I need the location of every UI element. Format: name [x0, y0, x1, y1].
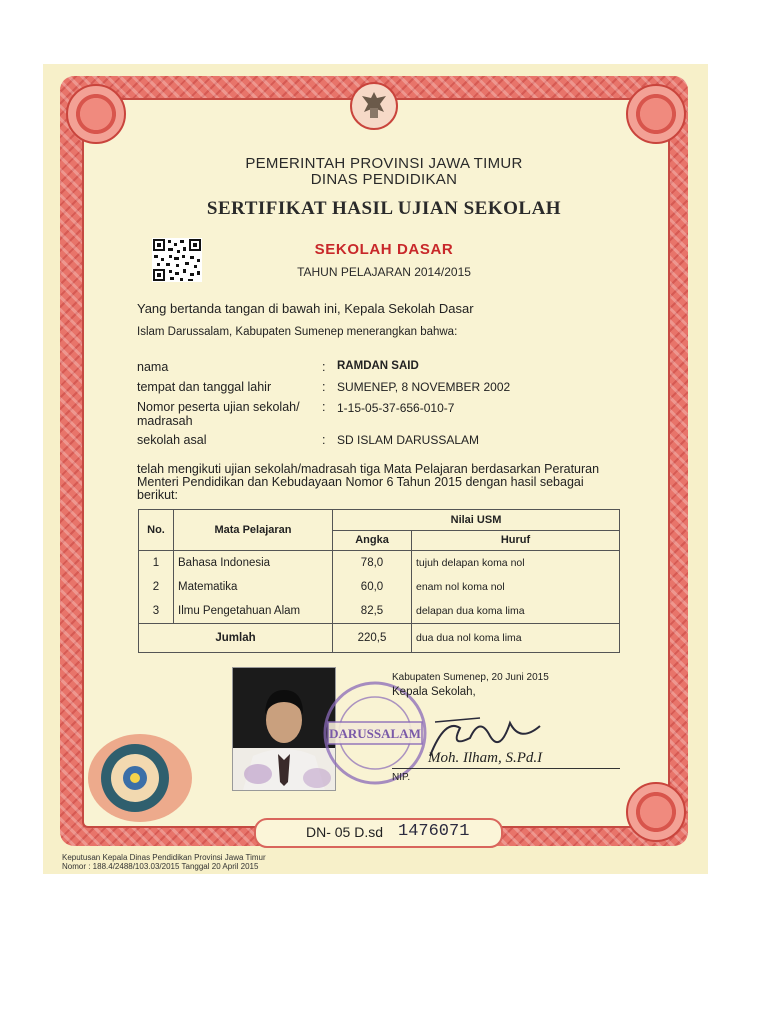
statement-line-1: telah mengikuti ujian sekolah/madrasah tiga Mata Pelajaran berdasarkan Peraturan [137, 462, 600, 476]
garuda-emblem-icon [350, 82, 398, 130]
field-value-exam-number: 1-15-05-37-656-010-7 [337, 401, 455, 415]
field-colon: : [322, 380, 326, 394]
table-row [139, 599, 620, 624]
serial-number: 1476071 [398, 822, 470, 841]
cell-angka: 60,0 [333, 575, 412, 600]
signature-line [392, 768, 620, 769]
table-row [139, 575, 620, 600]
total-angka: 220,5 [333, 624, 412, 653]
cell-subject: Matematika [174, 575, 333, 600]
total-label: Jumlah [139, 624, 333, 653]
field-colon: : [322, 400, 326, 414]
footer-line-1: Keputusan Kepala Dinas Pendidikan Provinsi Jawa Timur [62, 853, 266, 862]
col-header-subject: Mata Pelajaran [174, 510, 333, 551]
cell-huruf: enam nol koma nol [412, 575, 620, 600]
footer-line-2: Nomor : 188.4/2488/103.03/2015 Tanggal 20 April 2015 [62, 862, 259, 871]
cell-no: 2 [139, 575, 174, 600]
field-value-name: RAMDAN SAID [337, 360, 419, 372]
signature-place-date: Kabupaten Sumenep, 20 Juni 2015 [392, 672, 549, 683]
signatory-name: Moh. Ilham, S.Pd.I [428, 750, 543, 766]
header-government: PEMERINTAH PROVINSI JAWA TIMUR [245, 155, 523, 172]
stamp-text: DARUSSALAM [329, 726, 421, 741]
col-header-no: No. [139, 510, 174, 551]
field-colon: : [322, 360, 326, 374]
field-colon: : [322, 433, 326, 447]
nip-label: NIP. [392, 772, 411, 783]
statement-line-3: berikut: [137, 488, 178, 502]
field-value-birth: SUMENEP, 8 NOVEMBER 2002 [337, 380, 511, 394]
header-department: DINAS PENDIDIKAN [310, 171, 458, 188]
intro-line-1: Yang bertanda tangan di bawah ini, Kepala Sekolah Dasar [137, 301, 474, 316]
corner-ornament-tr [626, 84, 686, 144]
cell-huruf: delapan dua koma lima [412, 599, 620, 624]
table-row [139, 550, 620, 575]
grades-table [138, 509, 620, 653]
cell-subject: Ilmu Pengetahuan Alam [174, 599, 333, 624]
cell-huruf: tujuh delapan koma nol [412, 550, 620, 575]
education-office-seal-icon [85, 730, 195, 825]
field-label-name: nama [137, 360, 169, 374]
statement-line-2: Menteri Pendidikan dan Kebudayaan Nomor 6 Tahun 2015 dengan hasil sebagai [137, 475, 584, 489]
school-level: SEKOLAH DASAR [314, 241, 454, 258]
field-label-exam-number-2: madrasah [137, 414, 193, 428]
cell-subject: Bahasa Indonesia [174, 550, 333, 575]
cell-angka: 78,0 [333, 550, 412, 575]
signature-role: Kepala Sekolah, [392, 686, 476, 698]
academic-year: TAHUN PELAJARAN 2014/2015 [297, 265, 471, 279]
col-header-huruf: Huruf [412, 531, 620, 550]
col-header-angka: Angka [333, 531, 412, 550]
cell-angka: 82,5 [333, 599, 412, 624]
cell-no: 3 [139, 599, 174, 624]
col-header-usm: Nilai USM [333, 510, 620, 531]
certificate-title: SERTIFIKAT HASIL UJIAN SEKOLAH [206, 198, 562, 219]
serial-prefix: DN- 05 D.sd [306, 824, 384, 840]
table-total-row [139, 624, 620, 653]
serial-number-box [254, 818, 503, 848]
corner-ornament-br [626, 782, 686, 842]
intro-line-2: Islam Darussalam, Kabupaten Sumenep menerangkan bahwa: [137, 326, 458, 338]
total-huruf: dua dua nol koma lima [412, 624, 620, 653]
field-label-school: sekolah asal [137, 433, 207, 447]
field-label-exam-number: Nomor peserta ujian sekolah/ [137, 400, 300, 414]
corner-ornament-tl [66, 84, 126, 144]
field-value-school: SD ISLAM DARUSSALAM [337, 433, 480, 447]
field-label-birth: tempat dan tanggal lahir [137, 380, 272, 394]
cell-no: 1 [139, 550, 174, 575]
